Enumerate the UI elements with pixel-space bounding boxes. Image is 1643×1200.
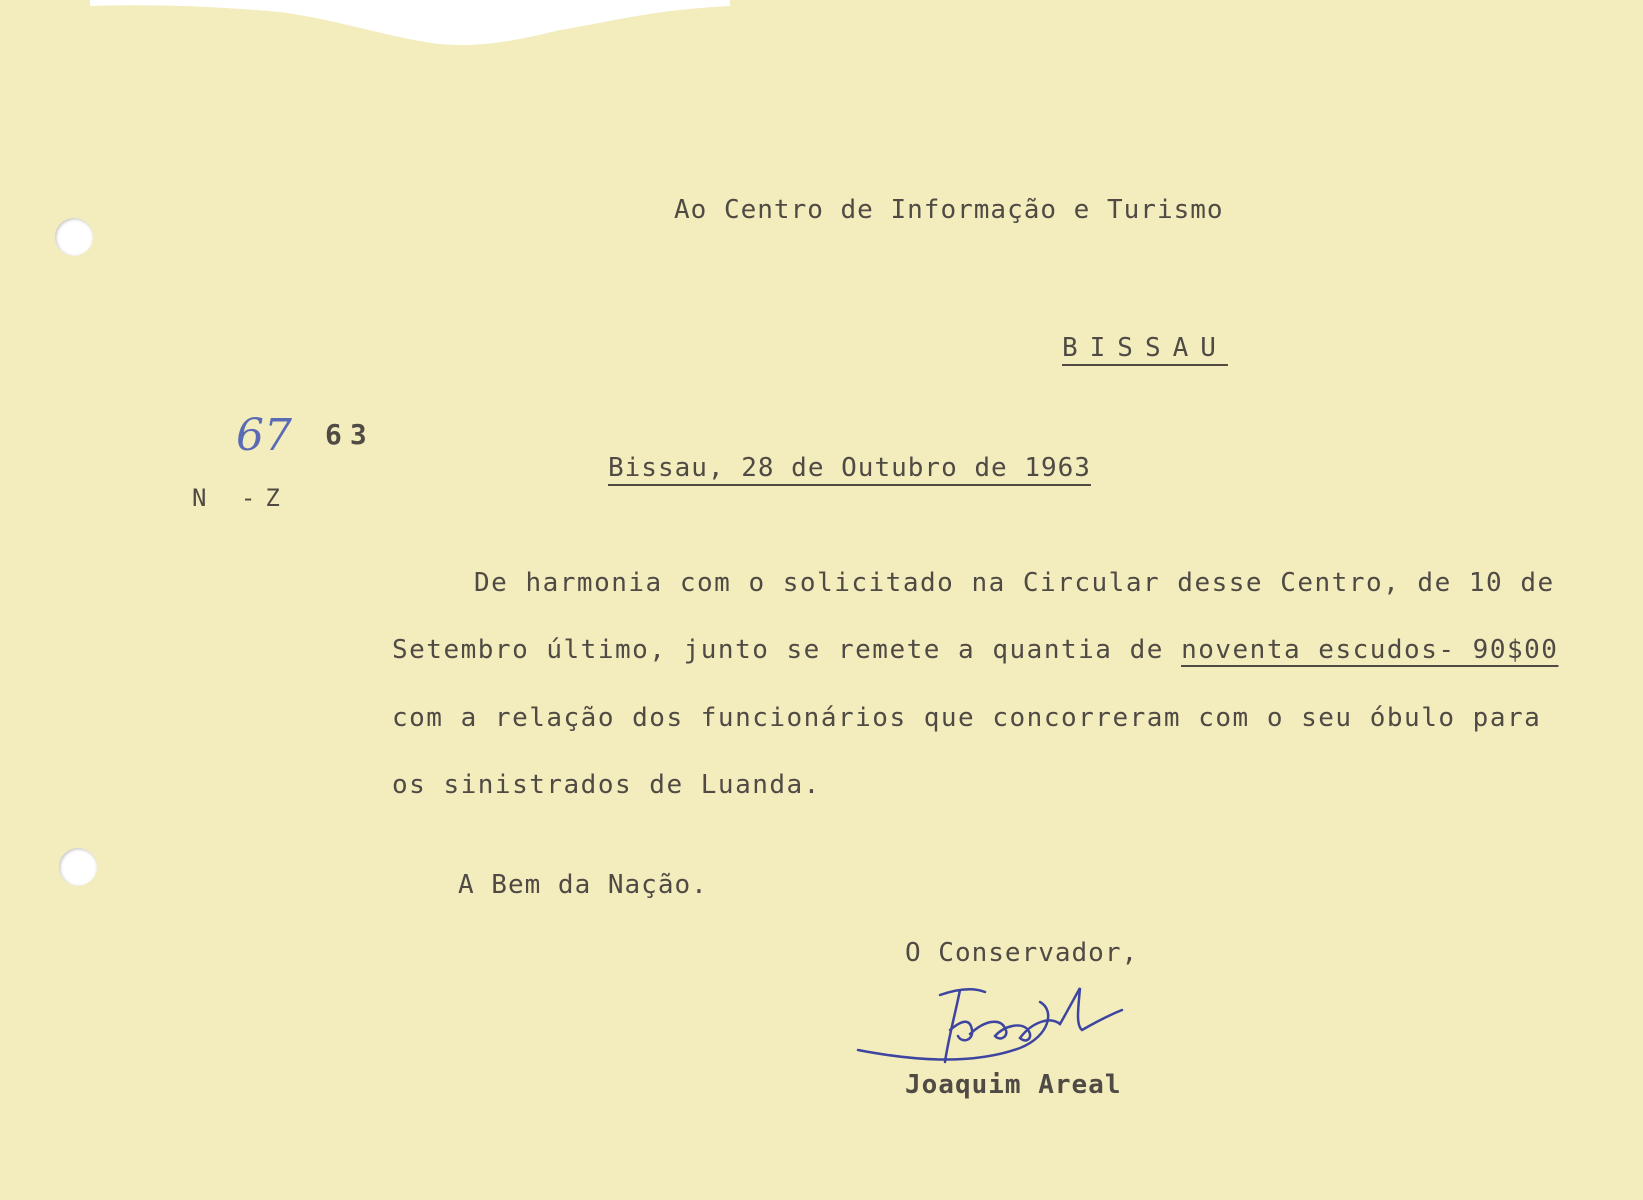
signer-name: Joaquim Areal (905, 1070, 1122, 1100)
body-line-3: com a relação dos funcionários que concorreram com o seu óbulo para (392, 703, 1542, 733)
body-line-1: De harmonia com o solicitado na Circular desse Centro, de 10 de (474, 568, 1555, 598)
body-line-2-text: Setembro último, junto se remete a quantia de (392, 635, 1182, 665)
amount-text: noventa escudos- 90$00 (1181, 635, 1559, 665)
punch-hole-bottom (59, 848, 97, 886)
typed-reference-number: 63 (325, 418, 375, 451)
dateline: Bissau, 28 de Outubro de 1963 (608, 453, 1091, 483)
closing-salutation: A Bem da Nação. (458, 870, 708, 900)
addressee-line: Ao Centro de Informação e Turismo (674, 195, 1224, 225)
torn-paper-edge (90, 0, 730, 48)
signer-title: O Conservador, (905, 938, 1139, 968)
reference-code: N -Z (192, 484, 290, 512)
punch-hole-top (55, 218, 93, 256)
addressee-city: BISSAU (1062, 333, 1228, 363)
body-line-4: os sinistrados de Luanda. (392, 770, 821, 800)
handwritten-reference-number: 67 (236, 410, 292, 461)
handwritten-signature (850, 970, 1150, 1080)
body-line-2 (392, 635, 1558, 665)
